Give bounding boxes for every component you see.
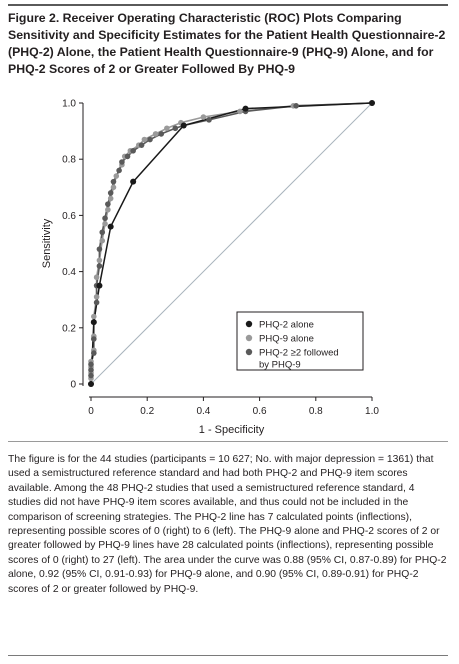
x-tick-label: 0 bbox=[88, 406, 94, 417]
data-point-series-2 bbox=[139, 142, 145, 148]
x-tick-label: 1.0 bbox=[365, 406, 379, 417]
data-point-series-2 bbox=[125, 154, 131, 160]
data-point-series-0 bbox=[108, 224, 114, 230]
top-rule bbox=[8, 4, 448, 6]
y-tick-label: 0 bbox=[70, 379, 76, 391]
data-point-series-1 bbox=[105, 207, 111, 213]
y-tick-label: 0.4 bbox=[62, 267, 76, 279]
x-tick-label: 0.8 bbox=[308, 406, 323, 417]
data-point-series-2 bbox=[105, 201, 111, 207]
figure-note: The figure is for the 44 studies (participants = 10 627; No. with major depression = 1361) that used a semistructured reference standard and had both PHQ-2 and PHQ-9 item scores available. Among the 48 PHQ-2 studies that used a semistructured reference standard, 4 studies did not have PHQ-9 item scores available, and thus could not be included in the comparison of screening strategies. The PHQ-2 line has 7 calculated points (inflections), representing possible scores of 0 (right) to 6 (left). The PHQ-9 alone and PHQ-2 scores of 2 or greater followed by PHQ-9 lines have 28 calculated points (inflections), representing possible scores of 0 (right) to 27 (left). The area under the curve was 0.88 (95% CI, 0.87-0.89) for PHQ-2 alone, 0.92 (95% CI, 0.91-0.93) for PHQ-9 alone, and 0.90 (95% CI, 0.89-0.91) for PHQ-2 scores of 2 or greater followed by PHQ-9. bbox=[8, 454, 447, 595]
data-point-series-2 bbox=[102, 215, 108, 221]
data-point-series-2 bbox=[88, 367, 94, 373]
data-point-series-2 bbox=[173, 125, 179, 131]
data-point-series-2 bbox=[293, 103, 299, 109]
data-point-series-1 bbox=[164, 125, 170, 131]
y-tick-label: 0.2 bbox=[62, 323, 76, 335]
end-rule bbox=[8, 655, 448, 656]
data-point-series-2 bbox=[88, 373, 94, 379]
data-point-series-2 bbox=[99, 229, 105, 235]
x-tick-label: 0.4 bbox=[196, 406, 211, 417]
legend-marker bbox=[246, 349, 252, 355]
data-point-series-1 bbox=[142, 137, 148, 143]
data-point-series-2 bbox=[119, 159, 125, 165]
data-point-series-0 bbox=[88, 381, 94, 387]
data-point-series-1 bbox=[102, 221, 108, 227]
data-point-series-1 bbox=[108, 196, 114, 202]
legend-marker bbox=[246, 335, 252, 341]
data-point-series-0 bbox=[181, 122, 187, 128]
x-axis-title: 1 - Specificity bbox=[198, 424, 265, 436]
data-point-series-0 bbox=[243, 106, 249, 112]
legend-label: PHQ-2 ≥2 followed bbox=[259, 347, 339, 359]
data-point-series-1 bbox=[201, 114, 207, 120]
data-point-series-2 bbox=[97, 246, 103, 252]
data-point-series-2 bbox=[206, 117, 212, 123]
legend-label: by PHQ-9 bbox=[259, 359, 301, 371]
data-point-series-1 bbox=[113, 173, 119, 179]
data-point-series-1 bbox=[111, 185, 117, 191]
legend-label: PHQ-9 alone bbox=[259, 333, 314, 345]
data-point-series-1 bbox=[94, 274, 100, 280]
data-point-series-2 bbox=[116, 168, 122, 174]
data-point-series-2 bbox=[88, 362, 94, 368]
legend-label: PHQ-2 alone bbox=[259, 319, 314, 331]
y-tick-label: 1.0 bbox=[62, 98, 76, 110]
data-point-series-2 bbox=[158, 131, 164, 137]
data-point-series-2 bbox=[91, 336, 97, 342]
data-point-series-2 bbox=[94, 300, 100, 306]
data-point-series-0 bbox=[130, 179, 136, 185]
x-tick-label: 0.2 bbox=[140, 406, 155, 417]
data-point-series-1 bbox=[97, 258, 103, 264]
data-point-series-2 bbox=[97, 263, 103, 269]
data-point-series-2 bbox=[91, 350, 97, 356]
data-point-series-2 bbox=[130, 148, 136, 154]
data-point-series-1 bbox=[153, 131, 159, 137]
data-point-series-0 bbox=[369, 100, 375, 106]
data-point-series-1 bbox=[237, 109, 243, 115]
divider bbox=[8, 441, 448, 442]
y-axis-title: Sensitivity bbox=[41, 218, 53, 269]
x-tick-label: 0.6 bbox=[252, 406, 267, 417]
y-tick-label: 0.8 bbox=[62, 154, 76, 166]
data-point-series-1 bbox=[91, 314, 97, 320]
data-point-series-1 bbox=[99, 238, 105, 244]
y-tick-label: 0.6 bbox=[62, 210, 76, 222]
data-point-series-2 bbox=[108, 190, 114, 196]
data-point-series-2 bbox=[111, 179, 117, 185]
data-point-series-2 bbox=[147, 137, 153, 143]
data-point-series-1 bbox=[94, 294, 100, 300]
data-point-series-0 bbox=[91, 319, 97, 325]
roc-chart bbox=[0, 82, 459, 442]
legend-marker bbox=[246, 321, 252, 327]
data-point-series-0 bbox=[96, 283, 102, 289]
figure-title: Figure 2. Receiver Operating Characteristic (ROC) Plots Comparing Sensitivity and Specificity Estimates for the Patient Health Questionnaire-2 (PHQ-2) Alone, the Patient Health Questionnaire-9 (PHQ-9) Alone, and for PHQ-2 Scores of 2 or Greater Followed By PHQ-9 bbox=[8, 11, 446, 76]
